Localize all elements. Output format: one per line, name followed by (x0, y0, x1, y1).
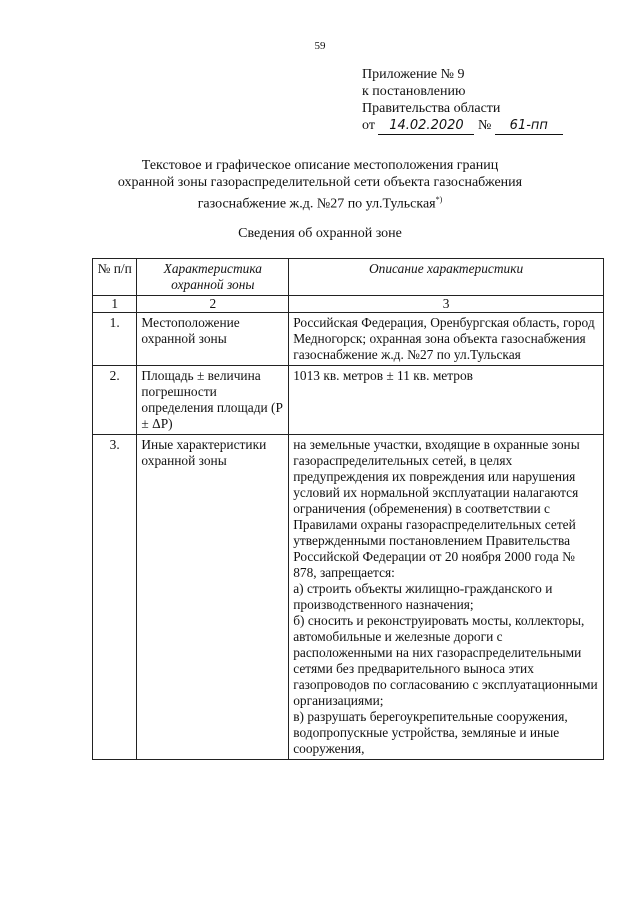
row-description: 1013 кв. метров ± 11 кв. метров (289, 366, 604, 435)
header-characteristic: Характеристика охранной зоны (137, 259, 289, 296)
appendix-line-2: к постановлению (362, 84, 466, 99)
title-line-2: охранной зоны газораспределительной сети объекта газоснабжения (117, 175, 523, 190)
row-number: 1. (93, 313, 137, 366)
appendix-header (362, 66, 563, 135)
row-number: 2. (93, 366, 137, 435)
column-number: 1 (93, 296, 137, 313)
description-item-b: б) сносить и реконструировать мосты, коллекторы, автомобильные и железные дороги с расположенными на них газораспределительными сетями без предварительного выноса этих газопроводов по согласованию с эксплуатационными организациями; (293, 613, 598, 708)
section-subtitle: Сведения об охранной зоне (238, 226, 402, 241)
title-line-3: газоснабжение ж.д. №27 по ул.Тульская*) (197, 195, 443, 212)
row-description (289, 435, 604, 760)
appendix-date-line (362, 117, 563, 135)
appendix-line-1: Приложение № 9 (362, 67, 465, 82)
table-row (93, 313, 604, 366)
header-description: Описание характеристики (289, 259, 604, 296)
table-header-row (93, 259, 604, 296)
page-number: 59 (314, 40, 326, 52)
number-label: № (477, 118, 492, 133)
title-line-1: Текстовое и графическое описание местоположения границ (141, 158, 499, 173)
row-characteristic: Площадь ± величина погрешности определения площади (Р ± ΔР) (137, 366, 289, 435)
description-paragraph: на земельные участки, входящие в охранные зоны газораспределительных сетей, в целях предупреждения их повреждения или нарушения условий их нормальной эксплуатации налагаются ограничения (обременения) в соответствии с Правилами охраны газораспределительных сетей утвержденными постановлением Правительства Российской Федерации от 20 ноября 2000 года № 878, запрещается: (293, 437, 580, 580)
description-item-a: а) строить объекты жилищно-гражданского и производственного назначения; (293, 581, 553, 612)
appendix-line-3: Правительства области (362, 101, 501, 116)
row-characteristic: Местоположение охранной зоны (137, 313, 289, 366)
footnote-mark: *) (435, 195, 443, 204)
column-number-row (93, 296, 604, 313)
column-number: 3 (289, 296, 604, 313)
zone-info-table (92, 258, 604, 760)
document-title (100, 157, 540, 213)
row-number: 3. (93, 435, 137, 760)
handwritten-date: 14.02.2020 (378, 117, 474, 135)
header-num: № п/п (93, 259, 137, 296)
table-row (93, 435, 604, 760)
row-description: Российская Федерация, Оренбургская область, город Медногорск; охранная зона объекта газоснабжения газоснабжение ж.д. №27 по ул.Тульская (289, 313, 604, 366)
row-characteristic: Иные характеристики охранной зоны (137, 435, 289, 760)
handwritten-number: 61-пп (495, 117, 563, 135)
description-item-c: в) разрушать берегоукрепительные сооружения, водопропускные устройства, земляные и иные сооружения, (293, 709, 568, 756)
table-row (93, 366, 604, 435)
from-label: от (362, 118, 375, 133)
column-number: 2 (137, 296, 289, 313)
